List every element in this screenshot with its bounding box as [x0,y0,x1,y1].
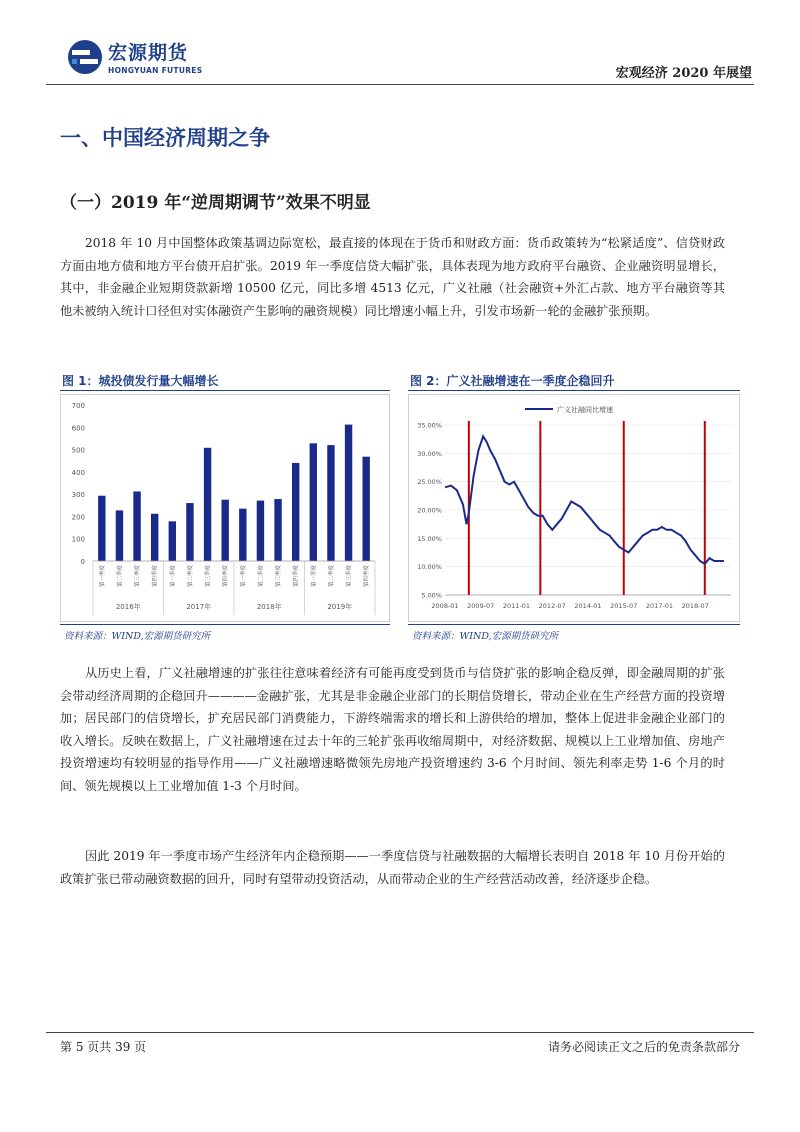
x-tick-label: 第二季度 [117,565,124,588]
x-group-label: 2017年 [186,603,212,611]
bar [310,443,317,561]
disclaimer-note: 请务必阅读正文之后的免责条款部分 [547,1040,740,1054]
x-tick-label: 第三季度 [135,565,142,588]
x-tick-label: 第三季度 [276,565,283,588]
x-tick-label: 2011-01 [502,602,531,610]
figure-2-bottom-rule [408,624,740,625]
x-tick-label: 第一季度 [240,565,247,588]
logo-chinese-name: 宏源期货 [108,42,189,64]
y-tick-label: 600 [71,424,85,433]
subsection-heading: （一）2019 年“逆周期调节”效果不明显 [60,193,371,213]
figure-1-title: 图 1：城投债发行量大幅增长 [62,374,219,388]
x-tick-label: 2017-01 [645,602,674,610]
legend-label: 广义社融同比增速 [557,406,613,414]
figure-2-source: 资料来源：WIND,宏源期货研究所 [412,631,559,642]
y-tick-label: 200 [71,513,85,522]
bar [221,500,228,561]
x-tick-label: 第四季度 [152,565,159,588]
x-group-label: 2016年 [115,603,141,611]
bar [239,509,246,561]
x-tick-label: 2008-01 [431,602,459,610]
x-tick-label: 第四季度 [293,565,300,588]
company-logo [66,38,236,78]
y-tick-label: 400 [71,468,85,477]
logo-english-name: HONGYUAN FUTURES [108,66,203,75]
x-tick-label: 2014-01 [574,602,602,610]
x-group-label: 2018年 [256,603,282,611]
y-tick-label: 500 [71,446,85,455]
page-number: 第 5 页共 39 页 [60,1040,147,1054]
y-tick-label: 30.00% [417,449,442,458]
x-group-label: 2019年 [327,603,353,611]
paragraph-1: 2018 年 10 月中国整体政策基调边际宽松，最直接的体现在于货币和财政方面：货币政策转为“松紧适度”、信贷财政方面由地方债和地方平台债开启扩张。2019 年一季度信贷大幅扩张，具体表现为地方政府平台融资、企业融资明显增长，其中，非金融企业短期贷款新增 10500 亿元，同比多增 4513 亿元，广义社融（社会融资+外汇占款、地方平台融资等其他未被纳入统计口径但对实体融资产生影响的融资规模）同比增速小幅上升，引发市场新一轮的金融扩张预期。 [60,236,725,318]
figure-1-source: 资料来源：WIND,宏源期货研究所 [64,631,211,642]
series-line [445,436,724,564]
y-tick-label: 20.00% [417,506,442,515]
bar [186,503,193,561]
social-financing-line-chart [408,394,740,622]
bar [169,521,176,561]
y-tick-label: 700 [71,402,85,410]
bar [98,496,105,561]
bar-chart-svg [61,395,389,621]
bar [274,499,281,561]
logo-mark-icon [66,38,104,76]
bar [327,445,334,561]
x-tick-label: 2012-07 [538,602,566,610]
bar [204,448,211,561]
x-tick-label: 第三季度 [205,565,212,588]
figure-1-bottom-rule [60,624,390,625]
x-tick-label: 第四季度 [223,565,230,588]
x-tick-label: 第三季度 [346,565,353,588]
header-divider [46,84,754,85]
y-tick-label: 25.00% [417,478,442,487]
report-title: 宏观经济 2020 年展望 [615,66,752,81]
line-chart-svg [409,395,739,621]
section-heading: 一、中国经济周期之争 [60,125,270,150]
bar [133,491,140,561]
x-tick-label: 第一季度 [170,565,177,588]
y-tick-label: 100 [71,535,85,544]
paragraph-2: 从历史上看，广义社融增速的扩张往往意味着经济有可能再度受到货币与信贷扩张的影响企稳反弹，即金融周期的扩张会带动经济周期的企稳回升————金融扩张，尤其是非金融企业部门的长期信贷增长，带动企业在生产经营方面的投资增加；居民部门的信贷增长，扩充居民部门消费能力，下游终端需求的增长和上游供给的增加，整体上促进非金融企业部门的收入增长。反映在数据上，广义社融增速在过去十年的三轮扩张再收缩周期中，对经济数据、规模以上工业增加值、房地产投资增速均有较明显的指导作用——广义社融增速略微领先房地产投资增速约 3-6 个月时间、领先利率走势 1-6 个月的时间、领先规模以上工业增加值 1-3 个月时间。 [60,666,725,793]
x-tick-label: 第二季度 [328,565,335,588]
x-tick-label: 第二季度 [187,565,194,588]
bar [362,457,369,561]
bar [151,514,158,561]
x-tick-label: 第一季度 [99,565,106,588]
x-tick-label: 第一季度 [311,565,318,588]
bar [292,463,299,561]
figure-2-rule [408,390,740,391]
figure-2-title: 图 2：广义社融增速在一季度企稳回升 [410,374,615,388]
bar [116,510,123,561]
footer-divider [46,1032,754,1033]
bond-issuance-bar-chart [60,394,390,622]
y-tick-label: 5.00% [421,591,442,600]
x-tick-label: 第二季度 [258,565,265,588]
x-tick-label: 2015-07 [610,602,638,610]
paragraph-3: 因此 2019 年一季度市场产生经济年内企稳预期——一季度信贷与社融数据的大幅增长表明自 2018 年 10 月份开始的政策扩张已带动融资数据的回升，同时有望带动投资活动，从而带动企业的生产经营活动改善，经济逐步企稳。 [60,849,725,886]
x-tick-label: 第四季度 [364,565,371,588]
bar [345,425,352,561]
figure-1-rule [60,390,390,391]
x-tick-label: 2009-07 [467,602,495,610]
bar [257,501,264,561]
x-tick-label: 2018-07 [681,602,709,610]
y-tick-label: 10.00% [417,563,442,572]
y-tick-label: 35.00% [417,421,442,430]
y-tick-label: 300 [71,491,85,500]
y-tick-label: 15.00% [417,534,442,543]
y-tick-label: 0 [80,558,85,566]
